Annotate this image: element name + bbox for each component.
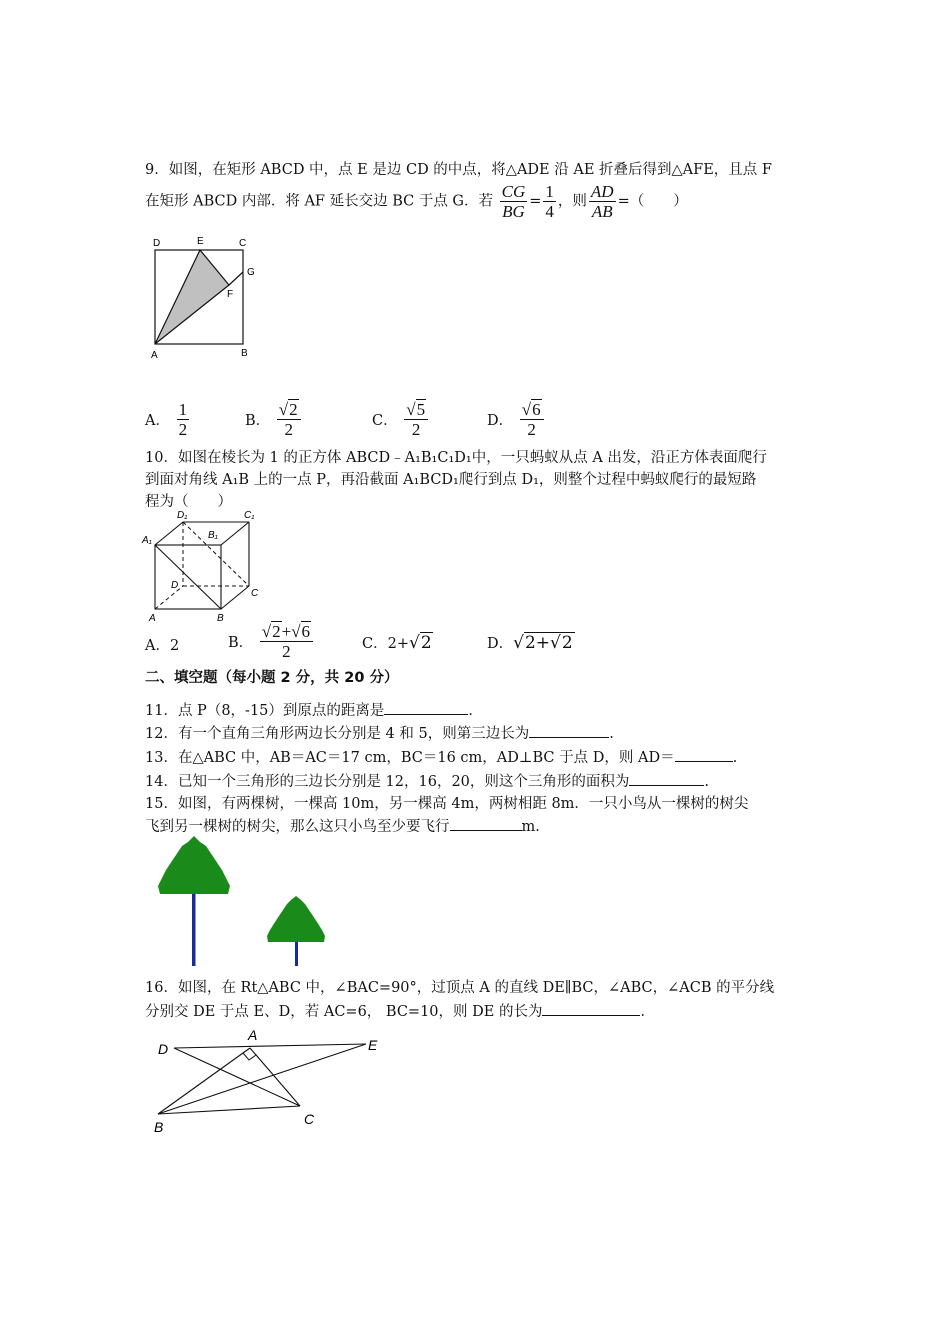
- label-a: A: [149, 613, 156, 624]
- sqrt-icon: √6: [521, 400, 541, 419]
- q9-fraction-cg-bg: [500, 182, 528, 221]
- short-tree-crown: [267, 896, 325, 942]
- label-a1: A₁: [142, 535, 152, 546]
- option-fraction: [277, 400, 301, 439]
- frac-denominator: 2: [284, 420, 293, 439]
- answer-blank[interactable]: [542, 1001, 640, 1016]
- option-fraction: [177, 400, 190, 439]
- sqrt-icon: √2+√2: [513, 633, 573, 653]
- q13-line: [145, 747, 737, 768]
- line-fg: [229, 272, 243, 285]
- side-ab: [158, 1048, 250, 1114]
- tall-tree-crown: [158, 836, 230, 894]
- option-fraction: [404, 400, 428, 439]
- option-label: B．: [245, 413, 271, 429]
- answer-blank[interactable]: [629, 771, 704, 786]
- q9-line2: [145, 182, 688, 221]
- q12-end: .: [609, 726, 614, 742]
- option-label: C．2+: [362, 636, 409, 652]
- label-d: D: [171, 580, 179, 591]
- answer-blank[interactable]: [384, 700, 468, 715]
- option-label: D．: [487, 413, 514, 429]
- label-c: C: [239, 238, 247, 249]
- q9-line1: 9．如图，在矩形 ABCD 中，点 E 是边 CD 的中点，将△ADE 沿 AE 折叠后得到△AFE，且点 F: [145, 162, 772, 178]
- sqrt-icon: √5: [406, 400, 426, 419]
- q15-trees-figure: [150, 832, 340, 972]
- radicand: 2: [289, 400, 298, 419]
- q9-then-text: ，则: [557, 193, 587, 210]
- q9-option-a[interactable]: [145, 400, 191, 439]
- side-ac: [250, 1048, 300, 1106]
- q15-end: m.: [521, 819, 540, 835]
- line-de: [174, 1044, 366, 1048]
- sqrt-icon: √2: [408, 633, 432, 653]
- label-a: A: [151, 350, 158, 361]
- frac-denominator: AB: [591, 202, 613, 221]
- plus-sign: +: [281, 622, 292, 641]
- label-d: D: [158, 1041, 169, 1057]
- tall-tree: [158, 836, 230, 966]
- label-d1: D₁: [177, 510, 188, 521]
- frac-numerator: 1: [178, 400, 188, 419]
- equals-sign: =: [529, 193, 542, 210]
- frac-denominator: 2: [282, 642, 291, 661]
- q10-line3: 程为（ ）: [145, 494, 232, 510]
- radicand: 2: [420, 633, 432, 653]
- radicand-part: 2+: [524, 633, 551, 653]
- q9-fraction-ad-ab: [589, 182, 616, 221]
- frac-numerator: [260, 622, 313, 642]
- radicand: 6: [301, 622, 311, 641]
- q10-cube-figure: [140, 508, 270, 626]
- q16-end: ．: [640, 1004, 655, 1020]
- option-fraction: [520, 400, 544, 439]
- frac-denominator: 2: [178, 420, 188, 439]
- label-c: C: [251, 588, 259, 599]
- option-label: C．: [372, 413, 398, 429]
- radicand: 2: [272, 622, 281, 641]
- frac-numerator: 1: [545, 182, 554, 201]
- answer-blank[interactable]: [450, 816, 522, 831]
- diagonal-a1-b: [155, 545, 221, 609]
- q11-text: 11．点 P（8，-15）到原点的距离是: [145, 703, 385, 719]
- label-e: E: [368, 1037, 378, 1053]
- answer-blank[interactable]: [529, 723, 609, 738]
- q16-text: 分别交 DE 于点 E、D，若 AC=6， BC=10，则 DE 的长为: [145, 1004, 543, 1020]
- q11-line: [145, 700, 483, 721]
- q10-option-c[interactable]: [362, 632, 433, 653]
- label-b: B: [217, 613, 224, 624]
- option-fraction: [260, 622, 313, 661]
- frac-denominator: 2: [527, 420, 536, 439]
- q12-line: [145, 723, 614, 744]
- q11-end: ．: [468, 703, 483, 719]
- label-b: B: [154, 1119, 164, 1135]
- q10-line1: 10．如图在棱长为 1 的正方体 ABCD﹣A₁B₁C₁D₁中，一只蚂蚁从点 A 出发，沿正方体表面爬行: [145, 450, 767, 466]
- edge-a1-d1: [155, 522, 183, 545]
- q9-option-c[interactable]: [372, 400, 430, 439]
- q14-end: .: [704, 774, 710, 790]
- option-label: D．: [487, 636, 514, 652]
- right-angle-mark: [243, 1053, 256, 1060]
- frac-denominator: 2: [411, 420, 421, 439]
- sqrt-icon: √2: [261, 622, 281, 641]
- frac-numerator: AD: [590, 182, 614, 201]
- q9-line2-text: 在矩形 ABCD 内部．将 AF 延长交边 BC 于点 G．若: [145, 193, 494, 210]
- label-c1: C₁: [244, 510, 255, 521]
- q15-text: 飞到另一棵树的树尖，那么这只小鸟至少要飞行: [145, 819, 450, 835]
- label-d: D: [153, 238, 161, 249]
- q16-line2: [145, 1001, 655, 1022]
- option-label: A．: [145, 413, 170, 429]
- label-b1: B₁: [208, 530, 218, 541]
- q16-line1: 16．如图，在 Rt△ABC 中，∠BAC=90°，过顶点 A 的直线 DE∥BC，∠ABC，∠ACB 的平分线: [145, 980, 775, 996]
- edge-b1-c1: [221, 522, 249, 545]
- label-a: A: [248, 1027, 258, 1043]
- q9-fraction-one-quarter: [543, 182, 556, 221]
- q16-triangle-figure: [150, 1022, 390, 1138]
- short-tree-trunk: [295, 938, 298, 966]
- frac-numerator: [277, 400, 301, 420]
- shaded-triangle-afe: [155, 250, 229, 344]
- label-e: E: [197, 236, 204, 247]
- short-tree: [267, 896, 325, 966]
- q12-text: 12．有一个直角三角形两边长分别是 4 和 5，则第三边长为: [145, 726, 530, 742]
- sqrt-icon: √2: [278, 400, 298, 419]
- hidden-edge-a-d: [155, 586, 183, 609]
- tall-tree-trunk: [192, 890, 196, 966]
- edge-b-c: [221, 586, 249, 609]
- q10-option-d[interactable]: [487, 632, 575, 653]
- frac-denominator: 4: [545, 202, 554, 221]
- q10-line2: 到面对角线 A₁B 上的一点 P，再沿截面 A₁BCD₁爬行到点 D₁，则整个过程中蚂蚁爬行的最短路: [145, 472, 757, 488]
- frac-denominator: BG: [502, 202, 525, 221]
- q9-option-d[interactable]: [487, 400, 546, 439]
- q9-rectangle-figure: [145, 230, 275, 370]
- q9-answer-bracket: =（ ）: [617, 193, 688, 210]
- q14-line: [145, 771, 709, 792]
- label-c: C: [304, 1111, 315, 1127]
- q9-option-b[interactable]: [245, 400, 303, 439]
- sqrt-icon: √2: [550, 633, 573, 653]
- option-label: B．: [228, 635, 254, 651]
- frac-numerator: [404, 400, 428, 420]
- frac-numerator: [520, 400, 544, 420]
- section2-title: 二、填空题（每小题 2 分，共 20 分）: [145, 670, 399, 686]
- label-f: F: [227, 289, 234, 300]
- q10-option-a[interactable]: A．2: [145, 638, 180, 654]
- radicand: 5: [416, 400, 426, 419]
- label-b: B: [241, 348, 248, 359]
- q13-text: 13．在△ABC 中，AB＝AC＝17 cm，BC＝16 cm，AD⊥BC 于点 D，则 AD＝: [145, 750, 675, 766]
- frac-numerator: CG: [501, 182, 526, 201]
- q10-option-b[interactable]: [228, 622, 315, 661]
- q13-end: .: [732, 750, 738, 766]
- q14-text: 14．已知一个三角形的三边长分别是 12，16，20，则这个三角形的面积为: [145, 774, 630, 790]
- label-g: G: [247, 267, 255, 278]
- answer-blank[interactable]: [675, 747, 733, 762]
- radicand: 6: [532, 400, 541, 419]
- q15-line1: 15．如图，有两棵树，一棵高 10m，另一棵高 4m，两树相距 8m．一只小鸟从一棵树的树尖: [145, 796, 749, 812]
- radicand: 2: [561, 633, 573, 653]
- sqrt-icon: √6: [291, 622, 311, 641]
- radicand: [524, 632, 575, 653]
